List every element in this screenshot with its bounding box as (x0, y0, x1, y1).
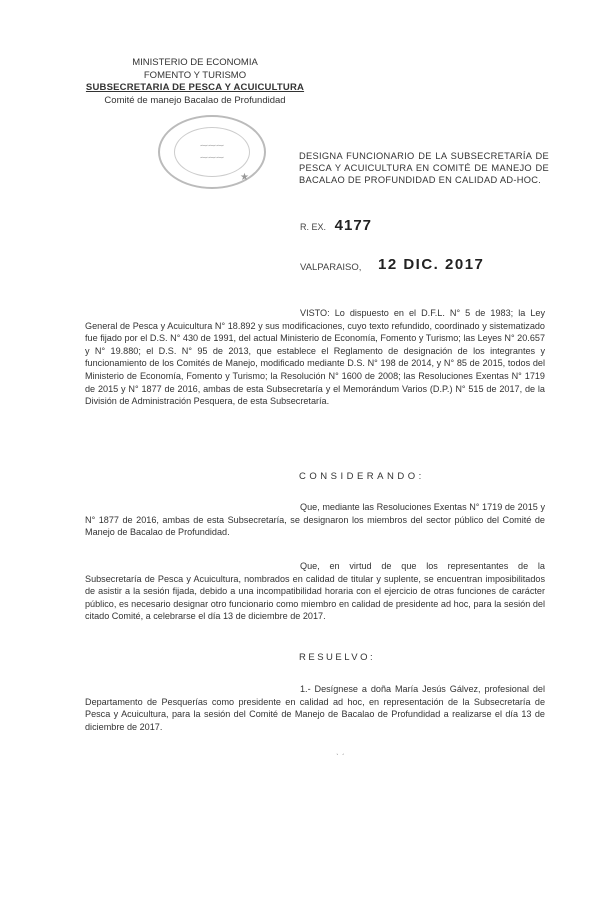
ministry-line-2: FOMENTO Y TURISMO (143, 69, 247, 81)
considerando-heading: CONSIDERANDO: (299, 471, 425, 482)
resuelvo-heading: RESUELVO: (299, 652, 376, 663)
committee-line: Comité de manejo Bacalao de Profundidad (104, 94, 286, 106)
stray-marks: ˎ ˏ (336, 745, 345, 755)
resuelvo-paragraph-1: 1.- Desígnese a doña María Jesús Gálvez, profesional del Departamento de Pesquerías como presidente en calidad ad hoc, en representación de la Subsecretaría de Pesca y Acuicultura, para la sesión del Comité de Manejo de Bacalao de Profundidad a realizarse el día 13 de diciembre de 2017. (85, 684, 545, 732)
subsecretaria-line: SUBSECRETARIA DE PESCA Y ACUICULTURA (85, 82, 305, 93)
resolution-prefix: R. EX. (300, 222, 327, 232)
visto-paragraph: VISTO: Lo dispuesto en el D.F.L. N° 5 de 1983; la Ley General de Pesca y Acuicultura N° 18.892 y sus modificaciones, cuyo texto refundido, coordinado y sistematizado fue fijado por el D.S. N° 430 de 1991, del actual Ministerio de Economía, Fomento y Turismo; las Leyes N° 20.657 y N° 19.880; el D.S. N° 95 de 2013, que establece el Reglamento de designación de los integrantes y funcionamiento de los Comités de Manejo, modificado mediante D.S. N° 198 de 2014, y N° 85 de 2015, todos del Ministerio de Economía, Fomento y Turismo; la Resolución N° 1600 de 2008; las Resoluciones Exentas N° 1719 de 2015 y N° 1877 de 2016, ambas de esta Subsecretaría y el Memorándum Varios (D.P.) N° 515 de 2017, de la División de Administración Pesquera, de esta Subsecretaría. (85, 308, 545, 407)
considerando-paragraph-1: Que, mediante las Resoluciones Exentas N° 1719 de 2015 y N° 1877 de 2016, ambas de esta Subsecretaría, se designaron los miembros del sector público del Comité de Manejo de Bacalao de Profundidad. (85, 502, 545, 538)
date-stamp: 12 DIC. 2017 (378, 256, 485, 273)
seal-star-icon: ★ (240, 172, 249, 183)
resolution-number-value: 4177 (334, 217, 373, 234)
document-subject: DESIGNA FUNCIONARIO DE LA SUBSECRETARÍA DE PESCA Y ACUICULTURA EN COMITÉ DE MANEJO DE BACALAO DE PROFUNDIDAD EN CALIDAD AD-HOC. (299, 151, 549, 185)
seal-inner-ring (174, 127, 250, 177)
resolution-number (300, 217, 372, 234)
seal-mark-2: ⁓⁓⁓ (200, 153, 224, 162)
letterhead (85, 57, 305, 107)
place-label: VALPARAISO, (300, 262, 362, 273)
official-seal-icon (158, 115, 266, 189)
ministry-line: MINISTERIO DE ECONOMIA (132, 57, 258, 68)
considerando-paragraph-2: Que, en virtud de que los representantes de la Subsecretaría de Pesca y Acuicultura, nombrados en calidad de titular y suplente, se encuentran imposibilitados de asistir a la sesión fijada, debido a una incompatibilidad horaria con el ejercicio de otras funciones de carácter público, es necesario designar otro funcionario como miembro en calidad de presidente ad hoc, para la sesión del citado Comité, a celebrarse el día 13 de diciembre de 2017. (85, 561, 545, 622)
seal-mark: ⁓⁓⁓ (200, 141, 224, 150)
